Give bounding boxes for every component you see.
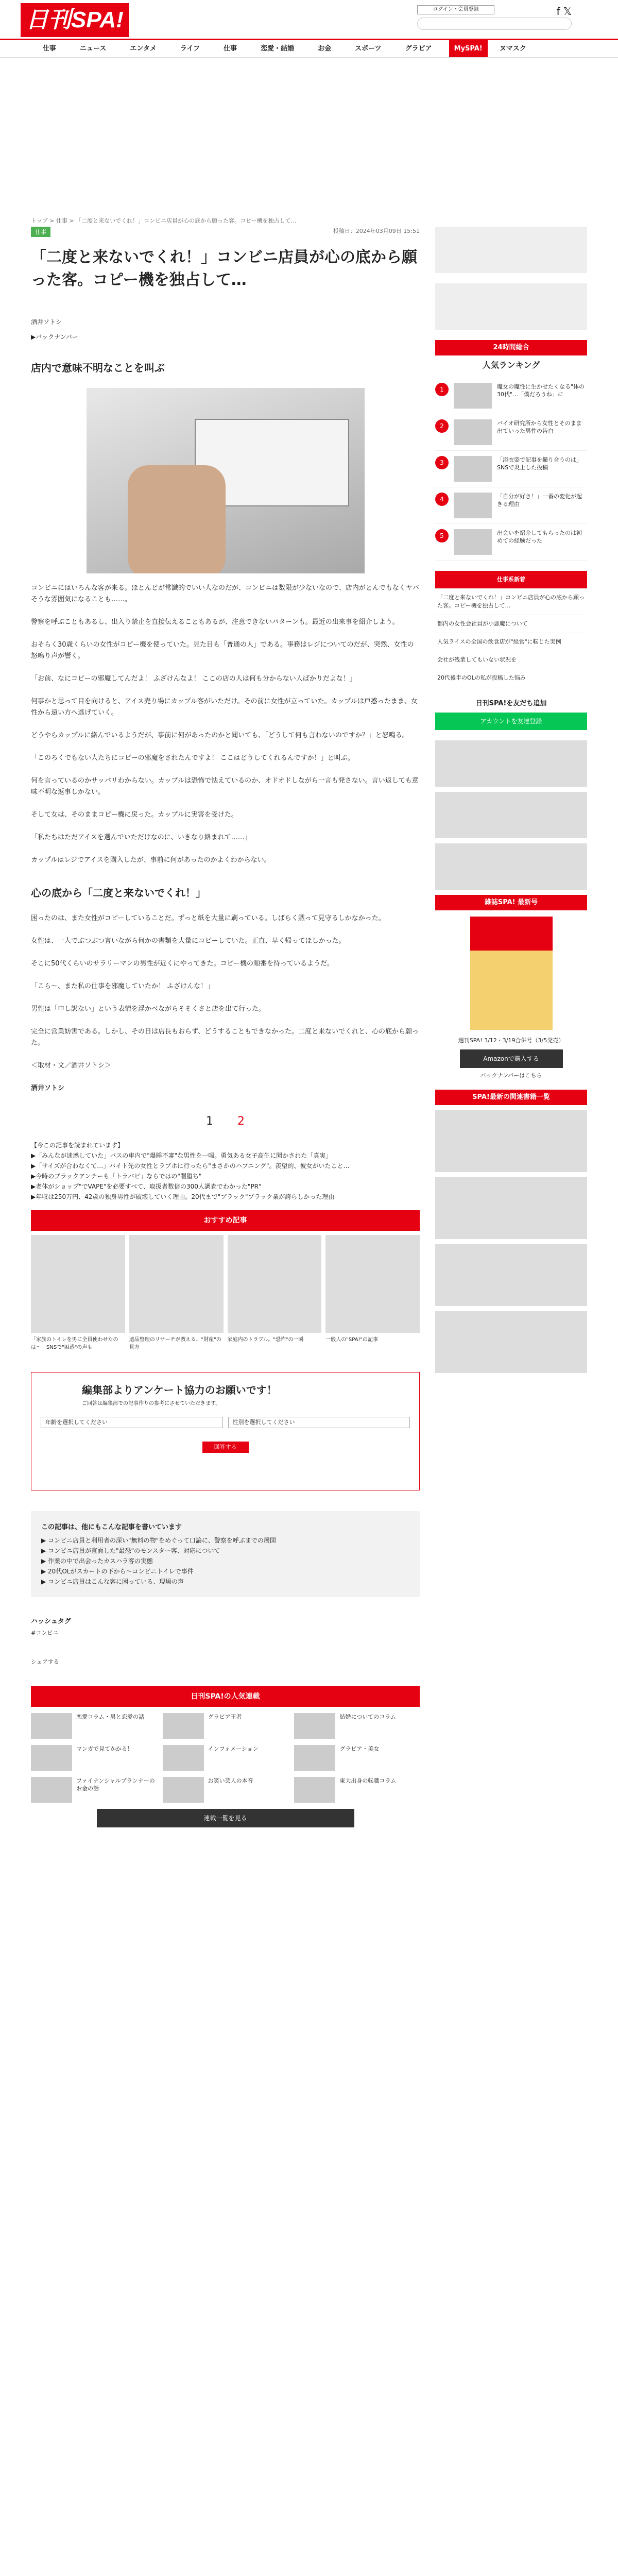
recommended-item[interactable]: 家庭内のトラブル。"恐怖"の一瞬 [228, 1235, 322, 1351]
nav-item[interactable]: お金 [318, 45, 332, 53]
ranking-item[interactable]: 5 出会いを紹介してもらったのは初めての経験だった [435, 524, 587, 561]
biz-item[interactable]: 人気ライスの全国の飲食店が"経営"に転じた実例 [435, 633, 587, 651]
page-link[interactable]: 2 [237, 1115, 245, 1128]
back-number-link[interactable]: ▶バックナンバー [31, 333, 78, 341]
nav-item[interactable]: ニュース [80, 45, 107, 53]
ranking-item[interactable]: 4 「自分が好き！」一番の変化が起きる理由 [435, 487, 587, 524]
section-heading: 心の底から「二度と来ないでくれ！」 [31, 887, 206, 899]
author-name[interactable]: 酒井ソトシ [31, 318, 62, 326]
sidebar-ad[interactable] [435, 227, 587, 273]
popular-item[interactable]: 結婚についてのコラム [294, 1713, 420, 1739]
paragraph: 困ったのは、また女性がコピーしていることだ。ずっと紙を大量に刷っている。しばらく黙って見守るしかなかった。 [31, 914, 385, 922]
series-list-button[interactable]: 連載一覧を見る [97, 1809, 354, 1827]
recommended-item[interactable]: 「家族のトイレを男に全員使わせたのは〜」SNSで"困惑"の声も [31, 1235, 125, 1351]
paragraph: 男性は「申し訳ない」という表情を浮かべながらそそくさと店を出て行った。 [31, 1005, 266, 1013]
paragraph: そして女は、そのままコピー機に戻った。カップルに実害を受けた。 [31, 811, 238, 819]
biz-item[interactable]: 都内の女性会社員が小悪魔について [435, 615, 587, 633]
recommended-list [31, 1235, 420, 1351]
survey-box [31, 1372, 420, 1490]
nav-item[interactable]: ヌマスク [499, 45, 526, 53]
paragraph: ＜取材・文／酒井ソトシ＞ [31, 1062, 112, 1070]
pagination [31, 1115, 420, 1128]
ranking-item[interactable]: 1 魔女の魔性に生かせたくなる"体の30代"…「僕だろうね」に [435, 378, 587, 414]
popular-item[interactable]: 恋愛コラム・男と恋愛の話 [31, 1713, 157, 1739]
paragraph: どうやらカップルに絡んでいるようだが、事前に何があったのかと聞いても、「どうして何も言わないのですか？」と怒鳴る。 [31, 732, 409, 739]
page-link[interactable]: 1 [206, 1115, 213, 1128]
sidebar [435, 227, 587, 1378]
author-article-link[interactable]: ▶ コンビニ店員が直面した"最恐"のモンスター客、対応について [41, 1547, 220, 1554]
book-banner[interactable] [435, 1177, 587, 1239]
paragraph: 「お前、なにコピーの邪魔してんだよ！ ふざけんなよ！ ここの店の人は何も分からない人ばかりだよな！」 [31, 675, 356, 683]
paragraph: 女性は、一人でぶつぶつ言いながら何かの書類を大量にコピーしていた。正直、早く帰ってほしかった。 [31, 937, 346, 945]
related-link[interactable]: ▶「みんなが迷惑していた」バスの車内で"爆睡不審"な男性を一喝。勇気ある女子高生に聞かされた「真実」 [31, 1152, 332, 1159]
nav-myspa[interactable]: MySPA! [449, 40, 488, 57]
popular-head: 日刊SPA!の人気連載 [31, 1686, 420, 1707]
nav-item[interactable]: 仕事 [224, 45, 237, 53]
magazine-issue: 週刊SPA! 3/12・3/19合併号（3/5発売） [458, 1037, 564, 1044]
related-links [31, 1140, 420, 1202]
popular-item[interactable]: グラビア王者 [163, 1713, 288, 1739]
author-article-link[interactable]: ▶ コンビニ店員はこんな客に困っている、現場の声 [41, 1578, 184, 1585]
survey-title: 編集部よりアンケート協力のお願いです！ [82, 1384, 277, 1396]
related-link[interactable]: ▶年収は250万円、42歳の独身男性が破壊していく理由。20代まで"ブラック"ブラック業が誇らしかった理由 [31, 1193, 335, 1200]
popular-item[interactable]: グラビア・美女 [294, 1745, 420, 1771]
header-tools [417, 5, 572, 30]
book-banner[interactable] [435, 1311, 587, 1373]
related-link[interactable]: ▶「サイズが合わなくて…」バイト先の女性とラブホに行ったら"まさかのハプニング"。羨望的、彼女がいたこと… [31, 1162, 350, 1170]
ranking-item[interactable]: 2 バイオ研究所から女性とそのまま出ていった男性の告白 [435, 414, 587, 451]
magazine-cover[interactable] [470, 917, 553, 1030]
site-header [0, 0, 618, 40]
recommended-item[interactable]: 遺品整理のリサーチが教える、"財産"の見方 [129, 1235, 224, 1351]
article-body-1 [31, 583, 420, 866]
sidebar-banner[interactable] [435, 792, 587, 838]
paragraph: そこに50代くらいのサラリーマンの男性が近くにやってきた。コピー機の順番を待っているようだ。 [31, 960, 334, 968]
biz-item[interactable]: 20代後半のOLの私が投稿した悩み [435, 669, 587, 687]
hashtag-head: ハッシュタグ [31, 1618, 71, 1625]
author-article-link[interactable]: ▶ 作業の中で出会ったカスハラ客の実態 [41, 1557, 153, 1565]
magazine-head: 雑誌SPA! 最新号 [435, 895, 587, 910]
popular-series [31, 1686, 420, 1827]
magazine-box [435, 895, 587, 1079]
book-banner[interactable] [435, 1110, 587, 1172]
paragraph: 完全に営業妨害である。しかし、その日は店長もおらず、どうすることもできなかった。二度と来ないでくれと、心の底から願った。 [31, 1028, 419, 1047]
book-banner[interactable] [435, 1244, 587, 1306]
nav-item[interactable]: ライフ [180, 45, 200, 53]
biz-item[interactable]: 会社が残業してもいない状況を [435, 651, 587, 669]
article-body-2 [31, 913, 420, 1072]
popular-item[interactable]: ファイナンシャルプランナーのお金の話 [31, 1777, 157, 1803]
age-select[interactable]: 年齢を選択してください [41, 1417, 223, 1428]
related-head: 【今この記事を読まれています】 [31, 1142, 124, 1149]
biz-item[interactable]: 「二度と来ないでくれ！」コンビニ店員が心の底から願った客。コピー機を独占して… [435, 589, 587, 615]
paragraph: 「私たちはただアイスを選んでいただけなのに、いきなり絡まれて……」 [31, 834, 251, 841]
nav-item[interactable]: エンタメ [130, 45, 157, 53]
top-ad-space [0, 58, 618, 197]
paragraph: コンビニにはいろんな客が来る。ほとんどが常識的でいい人なのだが、コンビニは数限が少ないなので、店内がとんでもなくヤバそうな雰囲気になることも……。 [31, 584, 419, 603]
site-logo[interactable]: 日刊SPA! [21, 3, 129, 37]
breadcrumb[interactable]: トップ > 仕事 > 「二度と来ないでくれ！」コンビニ店員が心の底から願った客。コピー機を独占して… [31, 217, 297, 224]
sns-icons[interactable]: f 𝕏 [556, 5, 572, 18]
biz-head: 仕事系新着 [435, 571, 587, 589]
post-date: 投稿日：2024年03月09日 15:51 [333, 228, 420, 234]
paragraph: カップルはレジでアイスを購入したが、事前に何があったのかよくわからない。 [31, 856, 271, 864]
recommended-head: おすすめ記事 [31, 1210, 420, 1231]
hashtag-link[interactable]: #コンビニ [31, 1630, 59, 1636]
related-link[interactable]: ▶老体がショップ"でVAPE"を必要すべて、取扱者数倍の300人調査でわかった"PR" [31, 1183, 262, 1190]
section-heading: 店内で意味不明なことを叫ぶ [31, 362, 165, 374]
sidebar-ad[interactable] [435, 283, 587, 330]
line-title: 日刊SPA!を友だち追加 [475, 700, 547, 707]
biz-new-box [435, 571, 587, 687]
ranking-item[interactable]: 3 「浴衣姿で記事を撮り合うのは」SNSで炎上した投稿 [435, 451, 587, 487]
paragraph: 警察を呼ぶこともあるし、出入り禁止を直接伝えることもあるが、注意できないパターンも。最近の出来事を紹介しよう。 [31, 618, 399, 626]
popular-item[interactable]: マンガで見てかかる！ [31, 1745, 157, 1771]
sidebar-banner[interactable] [435, 843, 587, 890]
survey-submit-button[interactable]: 回答する [202, 1442, 249, 1453]
paragraph: 「こら〜、また私の仕事を邪魔していたか！ ふざけんな！」 [31, 982, 214, 990]
back-issue-link[interactable]: バックナンバーはこちら [480, 1072, 542, 1079]
author-articles-head: この記事は、他にもこんな記事を書いています [41, 1523, 182, 1531]
article-main [31, 227, 420, 1838]
ranking-head: 24時間総合 [435, 340, 587, 355]
paragraph: 何を言っているのかサッパリわからない。カップルは恐怖で怯えているのか、オドオドしながら一言も発さない。言い返しても意味不明な返事しかない。 [31, 777, 419, 796]
books-head: SPA!最新の関連書籍一覧 [435, 1090, 587, 1105]
survey-desc: ご回答は編集部での記事作りの参考にさせていただきます。 [82, 1401, 221, 1406]
ranking-title: 人気ランキング [482, 360, 540, 370]
popular-item[interactable]: 東大出身の転職コラム [294, 1777, 420, 1803]
nav-item[interactable]: スポーツ [355, 45, 382, 53]
category-badge[interactable]: 仕事 [31, 227, 50, 237]
line-add-button[interactable]: アカウントを友達登録 [435, 713, 587, 730]
gender-select[interactable]: 性別を選択してください [228, 1417, 410, 1428]
share-button[interactable]: シェアする [31, 1658, 59, 1665]
nav-item[interactable]: 仕事 [43, 45, 57, 53]
author-article-link[interactable]: ▶ コンビニ店員と利用者の深い"無料の物"をめぐって口論に、警察を呼ぶまでの展開 [41, 1537, 276, 1544]
nav-item[interactable]: グラビア [405, 45, 432, 53]
author-article-link[interactable]: ▶ 20代OLがスカートの下から〜コンビニトイレで事件 [41, 1568, 194, 1575]
paragraph: 何事かと思って目を向けると、アイス売り場にカップル客がいただけ。その前に女性が立っていた。カップルは戸惑ったまま、女性から遠い方へ逃げていく。 [31, 698, 418, 717]
global-nav [0, 40, 618, 58]
sidebar-banner[interactable] [435, 740, 587, 787]
article-photo [87, 388, 365, 573]
author-articles [31, 1511, 420, 1597]
popular-item[interactable]: インフォメーション [163, 1745, 288, 1771]
article-title: 「二度と来ないでくれ！」コンビニ店員が心の底から願った客。コピー機を独占して… [31, 248, 417, 289]
search-input[interactable] [417, 18, 572, 30]
nav-item[interactable]: 恋愛・結婚 [261, 45, 295, 53]
amazon-button[interactable]: Amazonで購入する [460, 1049, 563, 1068]
related-link[interactable]: ▶今時のブラックアンチーも「トラバビ」ならではの"闇堕ち" [31, 1173, 202, 1180]
login-link[interactable]: ログイン・会員登録 [417, 5, 494, 14]
ranking-box [435, 340, 587, 561]
signoff[interactable]: 酒井ソトシ [31, 1084, 65, 1092]
recommended-item[interactable]: 一般人の"SPA!"の記事 [325, 1235, 420, 1351]
paragraph: 「このろくでもない人たちにコピーの邪魔をされたんですよ！ ここはどうしてくれるんですか！」と叫ぶ。 [31, 754, 354, 762]
paragraph: おそらく30歳くらいの女性がコピー機を使っていた。見た目も「普通の人」である。事務はレジについてのだが、突然、女性の怒鳴り声が響く。 [31, 641, 414, 660]
popular-item[interactable]: お笑い芸人の本音 [163, 1777, 288, 1803]
